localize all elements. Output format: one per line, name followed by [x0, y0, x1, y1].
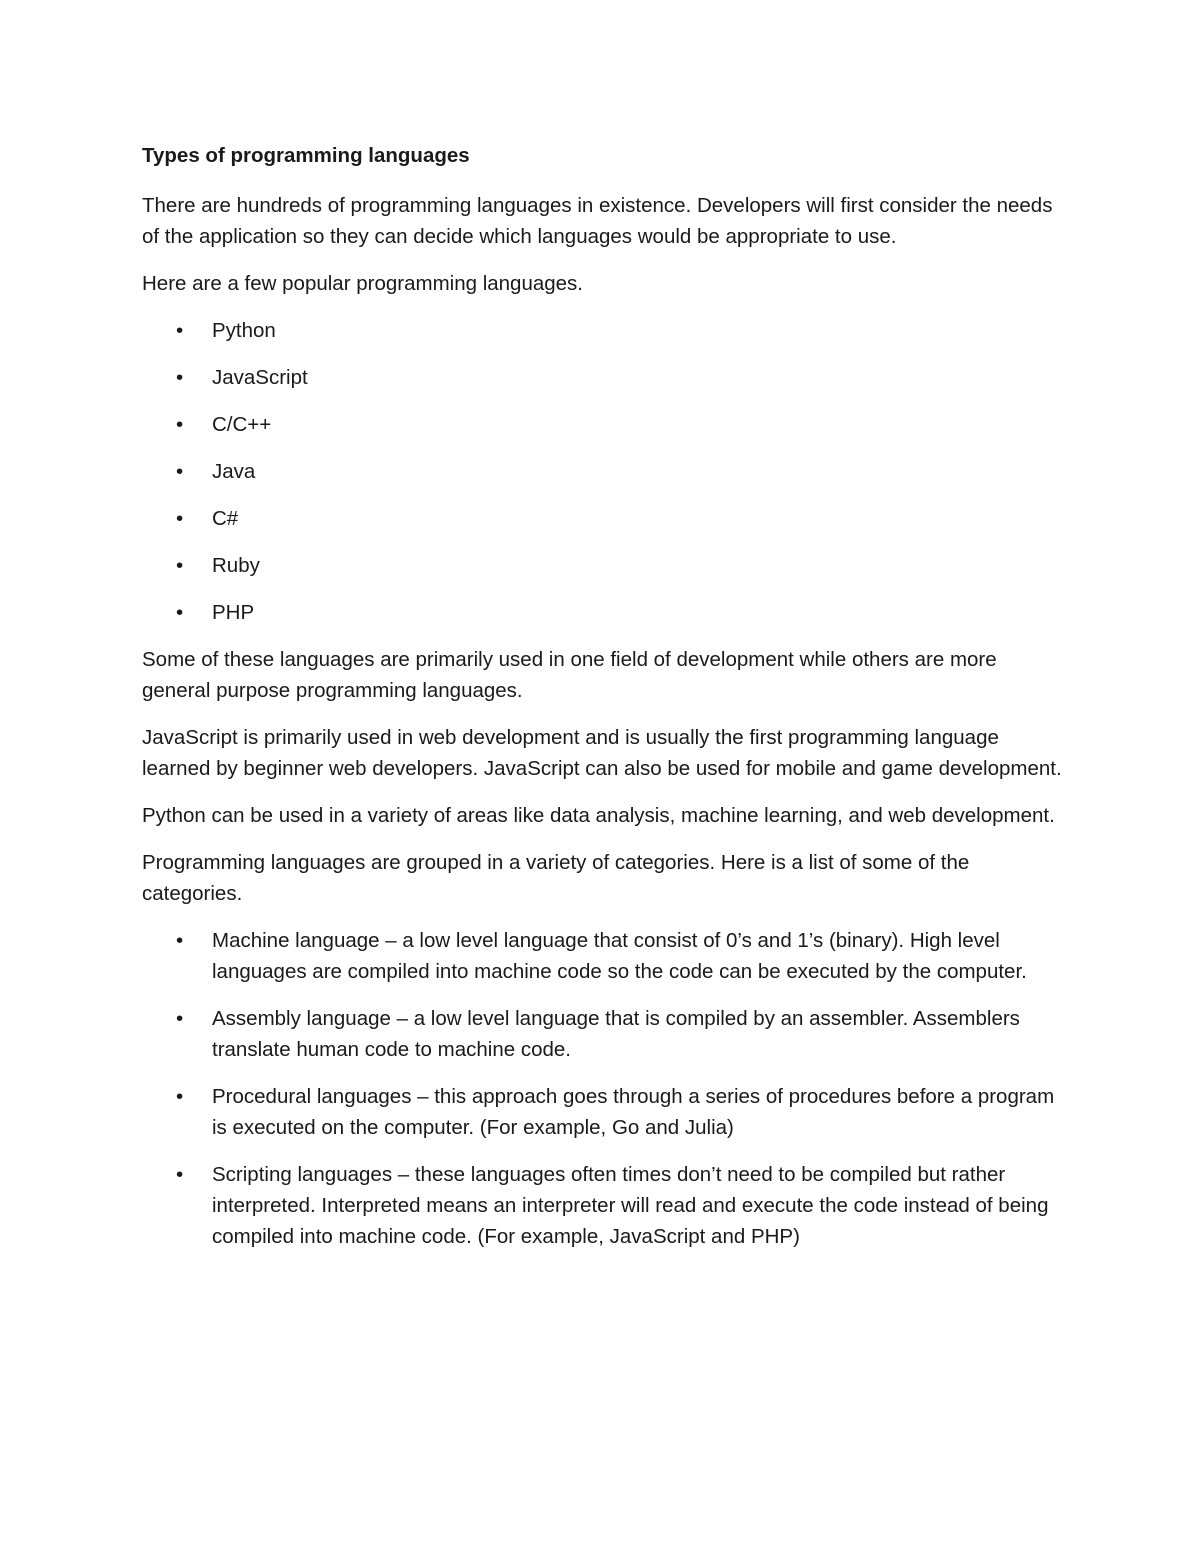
list-item [142, 550, 1062, 581]
bullet-icon: • [176, 366, 184, 389]
document-body [142, 138, 1062, 1268]
list-item [142, 503, 1062, 534]
javascript-paragraph: JavaScript is primarily used in web development and is usually the first programming language learned by beginner web developers. JavaScript can also be used for mobile and game development. [142, 726, 1062, 780]
list-item-label: Ruby [212, 554, 260, 577]
list-item [142, 456, 1062, 487]
popular-intro-paragraph: Here are a few popular programming languages. [142, 272, 584, 295]
list-item-label: Python [212, 319, 276, 342]
python-paragraph: Python can be used in a variety of areas like data analysis, machine learning, and web development. [142, 804, 1055, 827]
list-item-label: Assembly language – a low level language that is compiled by an assembler. Assemblers translate human code to machine code. [212, 1007, 1020, 1061]
bullet-icon: • [176, 929, 184, 952]
bullet-icon: • [176, 319, 184, 342]
bullet-icon: • [176, 1007, 184, 1030]
bullet-icon: • [176, 413, 184, 436]
list-item [142, 315, 1062, 346]
intro-paragraph: There are hundreds of programming languages in existence. Developers will first consider the needs of the application so they can decide which languages would be appropriate to use. [142, 194, 1053, 248]
popular-languages-list [142, 315, 1062, 628]
document-title: Types of programming languages [142, 144, 470, 167]
list-item [142, 1081, 1062, 1143]
bullet-icon: • [176, 460, 184, 483]
list-item [142, 597, 1062, 628]
fields-paragraph: Some of these languages are primarily used in one field of development while others are more general purpose programming languages. [142, 648, 997, 702]
list-item-label: C/C++ [212, 413, 272, 436]
list-item-label: PHP [212, 601, 255, 624]
list-item [142, 1003, 1062, 1065]
bullet-icon: • [176, 601, 184, 624]
bullet-icon: • [176, 554, 184, 577]
list-item [142, 1159, 1062, 1252]
list-item [142, 409, 1062, 440]
list-item-label: JavaScript [212, 366, 308, 389]
list-item-label: Machine language – a low level language that consist of 0’s and 1’s (binary). High level languages are compiled into machine code so the code can be executed by the computer. [212, 929, 1027, 983]
list-item-label: Procedural languages – this approach goes through a series of procedures before a program is executed on the computer. (For example, Go and Julia) [212, 1085, 1055, 1139]
bullet-icon: • [176, 1085, 184, 1108]
bullet-icon: • [176, 507, 184, 530]
bullet-icon: • [176, 1163, 184, 1186]
categories-list [142, 925, 1062, 1252]
list-item-label: Java [212, 460, 256, 483]
list-item [142, 362, 1062, 393]
list-item [142, 925, 1062, 987]
list-item-label: C# [212, 507, 239, 530]
categories-intro-paragraph: Programming languages are grouped in a variety of categories. Here is a list of some of the categories. [142, 851, 970, 905]
list-item-label: Scripting languages – these languages often times don’t need to be compiled but rather interpreted. Interpreted means an interpreter will read and execute the code instead of being compiled into machine code. (For example, JavaScript and PHP) [212, 1163, 1049, 1248]
